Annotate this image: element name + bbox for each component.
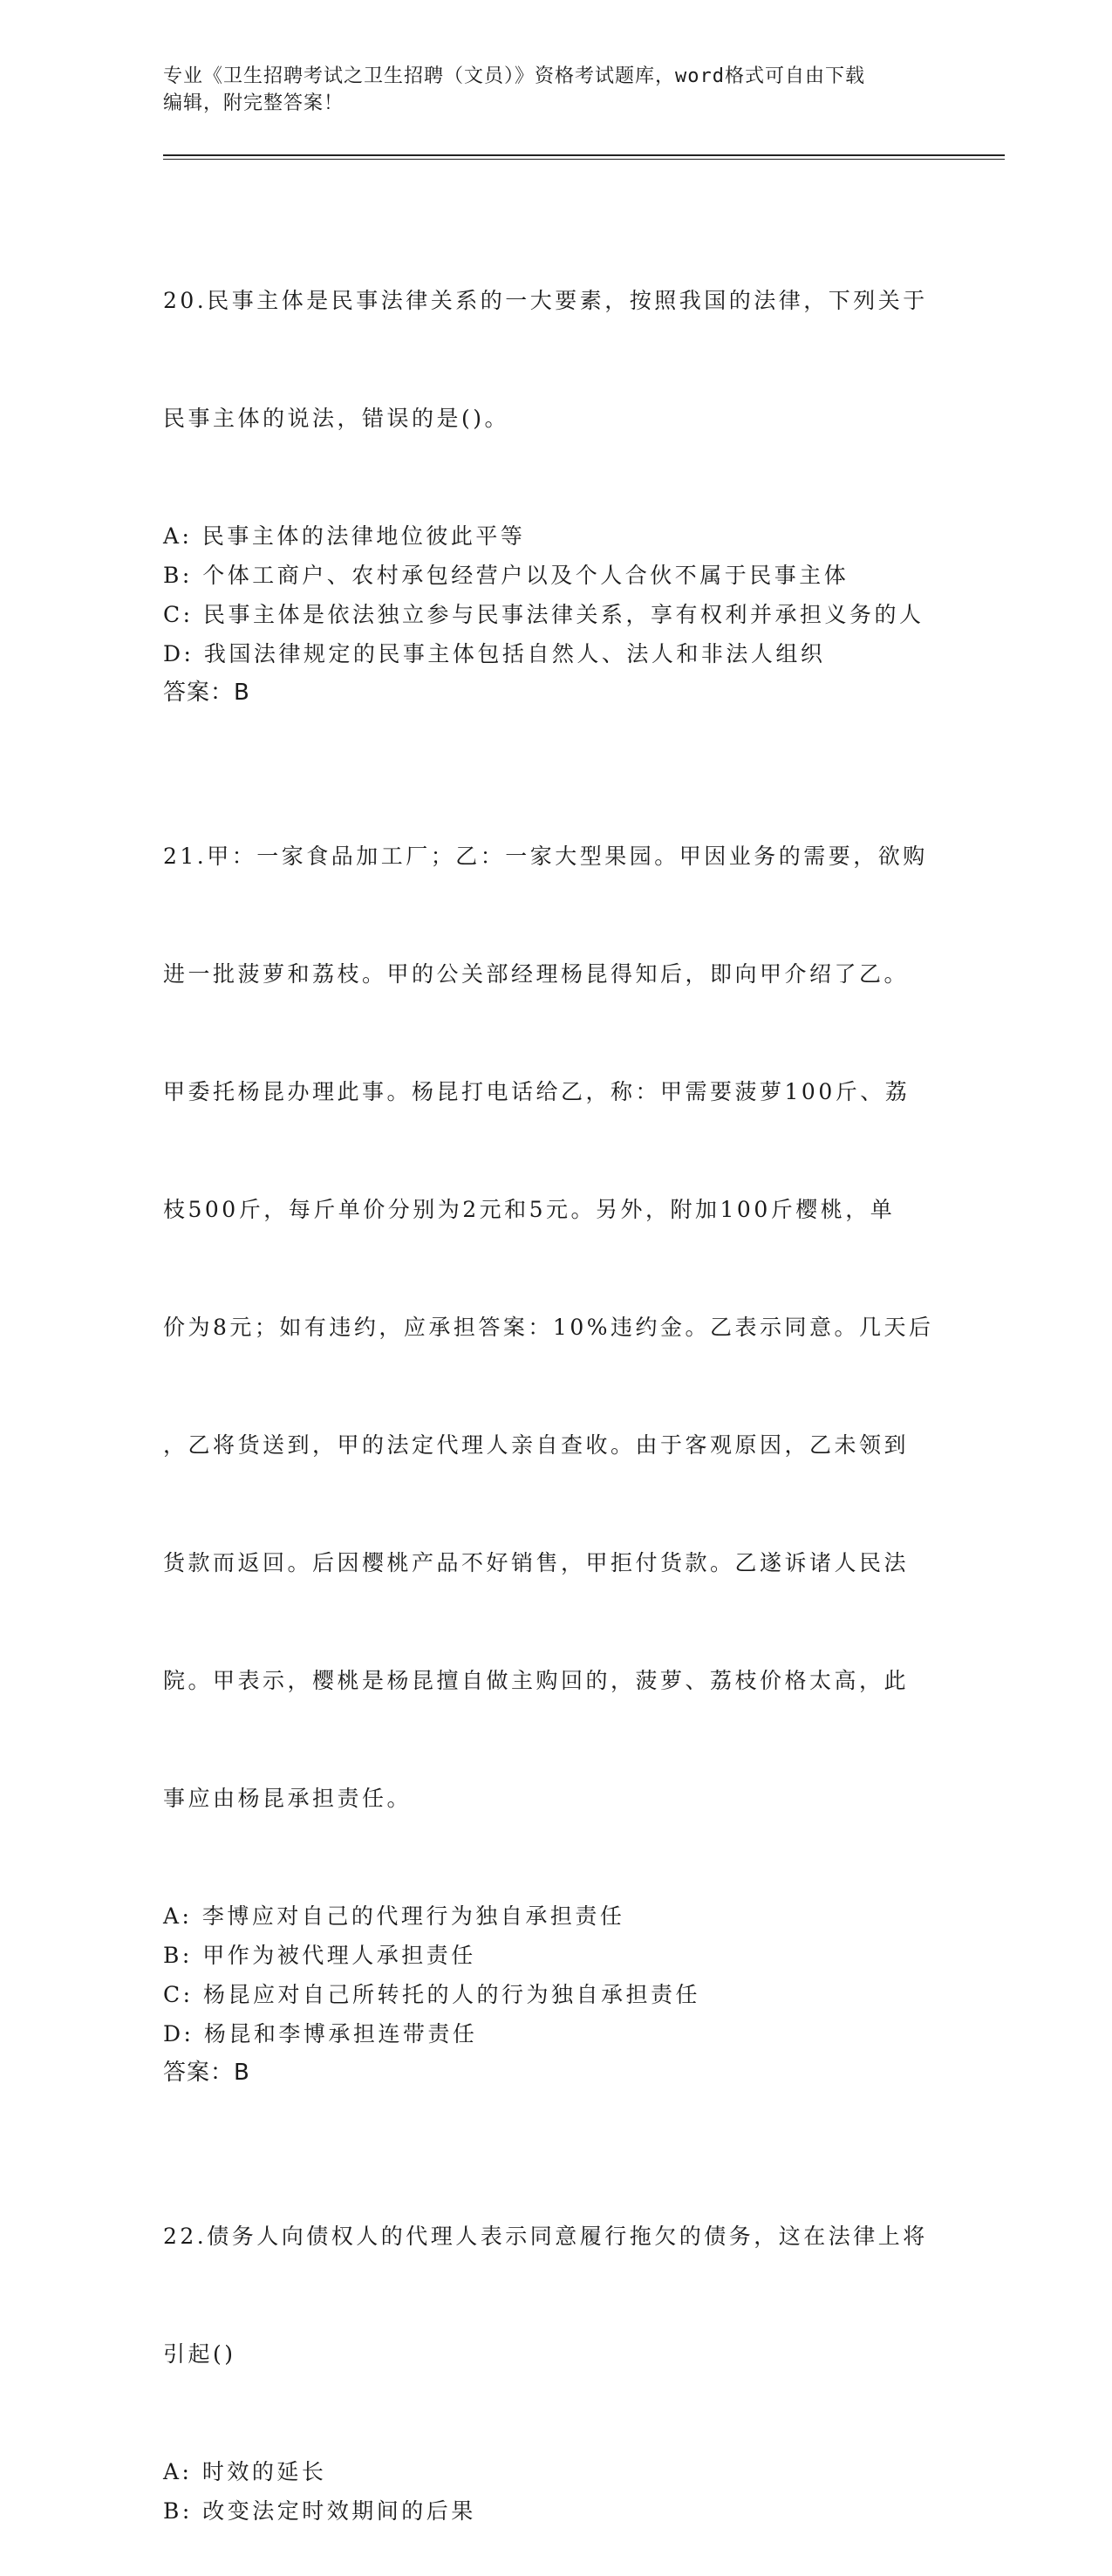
header-line-2: 编辑，附完整答案！: [163, 92, 345, 114]
header-rule-thin: [163, 159, 1005, 160]
option-a: A: 民事主体的法律地位彼此平等: [163, 523, 526, 549]
option-c: C: 杨昆应对自己所转托的人的行为独自承担责任: [163, 1982, 700, 2007]
question-21: [163, 758, 948, 2093]
option-d: D: 杨昆和李博承担连带责任: [163, 2021, 478, 2046]
question-stem: [163, 758, 948, 1896]
stem-line: 货款而返回。后因樱桃产品不好销售，甲拒付货款。乙遂诉诸人民法: [163, 1550, 910, 1575]
stem-line: 20.民事主体是民事法律关系的一大要素，按照我国的法律，下列关于: [163, 288, 928, 313]
option-a: A: 李博应对自己的代理行为独自承担责任: [163, 1903, 625, 1929]
stem-line: 甲委托杨昆办理此事。杨昆打电话给乙，称：甲需要菠萝100斤、荔: [163, 1079, 911, 1104]
question-22: [163, 2138, 948, 2531]
stem-line: 枝500斤，每斤单价分别为2元和5元。另外，附加100斤樱桃，单: [163, 1197, 896, 1222]
stem-line: 院。甲表示，樱桃是杨昆擅自做主购回的，菠萝、荔枝价格太高，此: [163, 1668, 910, 1693]
question-20: [163, 202, 948, 713]
option-c: C: 民事主体是依法独立参与民事法律关系，享有权利并承担义务的人: [163, 602, 924, 627]
question-list: [163, 202, 948, 2576]
stem-line: 进一批菠萝和荔枝。甲的公关部经理杨昆得知后，即向甲介绍了乙。: [163, 961, 910, 987]
stem-line: 引起(): [163, 2341, 236, 2367]
question-stem: [163, 2138, 948, 2452]
option-b: B: 个体工商户、农村承包经营户以及个人合伙不属于民事主体: [163, 563, 849, 588]
stem-line: 价为8元；如有违约，应承担答案：10%违约金。乙表示同意。几天后: [163, 1315, 934, 1340]
document-header: [163, 63, 948, 117]
option-b: B: 改变法定时效期间的后果: [163, 2498, 476, 2524]
stem-line: 22.债务人向债权人的代理人表示同意履行拖欠的债务，这在法律上将: [163, 2224, 928, 2249]
stem-line: ，乙将货送到，甲的法定代理人亲自查收。由于客观原因，乙未领到: [163, 1432, 910, 1458]
answer-line: 答案：B: [163, 2060, 250, 2086]
option-b: B: 甲作为被代理人承担责任: [163, 1943, 476, 1968]
option-d: D: 我国法律规定的民事主体包括自然人、法人和非法人组织: [163, 641, 826, 666]
question-stem: [163, 202, 948, 516]
header-rule-thick: [163, 154, 1005, 156]
answer-line: 答案：B: [163, 680, 250, 706]
header-line-1: 专业《卫生招聘考试之卫生招聘（文员）》资格考试题库，word格式可自由下载: [163, 65, 865, 87]
stem-line: 事应由杨昆承担责任。: [163, 1786, 413, 1811]
stem-line: 民事主体的说法，错误的是()。: [163, 406, 510, 431]
option-a: A: 时效的延长: [163, 2459, 327, 2484]
stem-line: 21.甲：一家食品加工厂；乙：一家大型果园。甲因业务的需要，欲购: [163, 844, 928, 869]
